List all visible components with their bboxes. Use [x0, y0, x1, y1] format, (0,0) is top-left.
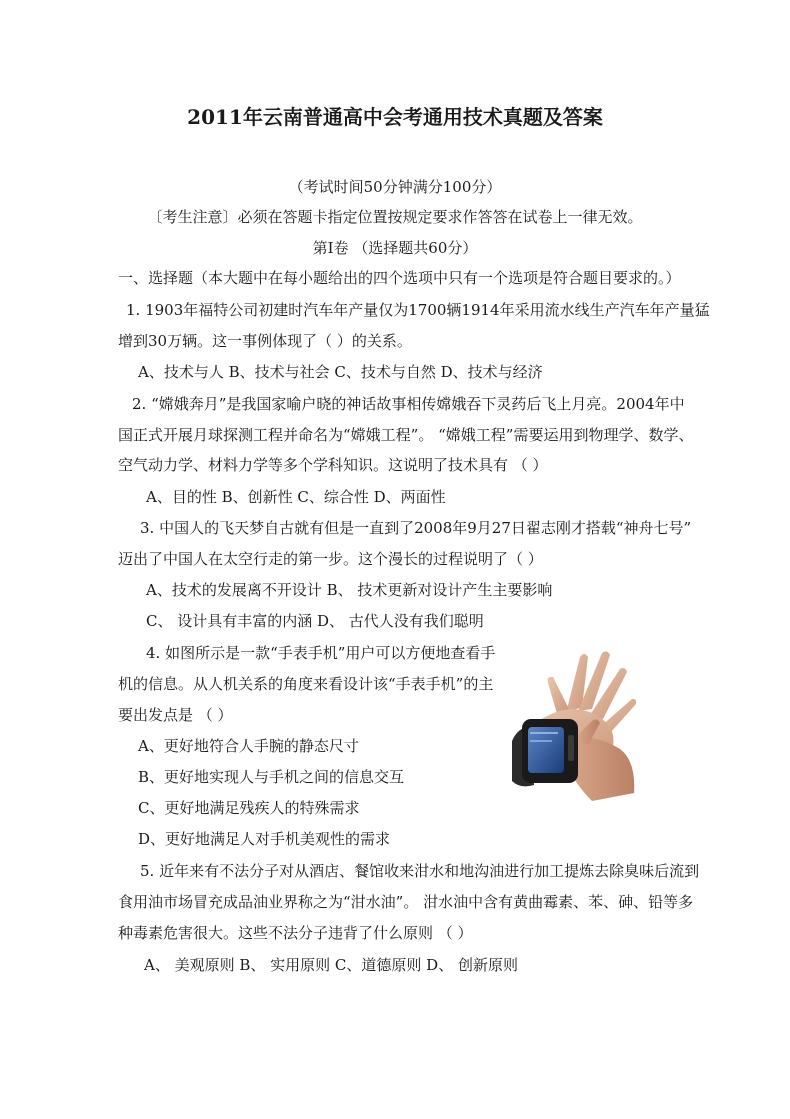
watch-screen: [528, 727, 564, 773]
question-5-line-1: 5. 近年来有不法分子对从酒店、餐馆收来泔水和地沟油进行加工提炼去除臭味后流到: [140, 862, 700, 880]
question-5-options: A、 美观原则 B、 实用原则 C、道德原则 D、 创新原则: [144, 956, 518, 974]
question-3-options-1: A、技术的发展离不开设计 B、 技术更新对设计产生主要影响: [146, 581, 553, 599]
section-heading: 一、选择题（本大题中在每小题给出的四个选项中只有一个选项是符合题目要求的。）: [118, 269, 681, 287]
volume-heading: 第Ⅰ卷 （选择题共60分）: [312, 239, 478, 257]
question-4-option-d: D、更好地满足人对手机美观性的需求: [138, 830, 391, 848]
watch-phone-photo: [508, 643, 638, 801]
question-4-line-3: 要出发点是 （ ）: [118, 706, 233, 724]
question-1-line-1: 1. 1903年福特公司初建时汽车年产量仅为1700辆1914年采用流水线生产汽车年产量猛: [126, 301, 710, 319]
question-4-line-2: 机的信息。从人机关系的角度来看设计该“手表手机”的主: [118, 675, 494, 693]
question-4-option-c: C、更好地满足残疾人的特殊需求: [138, 799, 360, 817]
question-1-line-2: 增到30万辆。这一事例体现了（ ）的关系。: [118, 332, 412, 350]
question-2-options: A、目的性 B、创新性 C、综合性 D、两面性: [146, 488, 446, 506]
exam-notice: 〔考生注意〕必须在答题卡指定位置按规定要求作答答在试卷上一律无效。: [147, 208, 643, 226]
question-2-line-1: 2. “嫦娥奔月”是我国家喻户晓的神话故事相传嫦娥吞下灵药后飞上月亮。2004年中: [132, 395, 685, 413]
document-title: 2011年云南普通高中会考通用技术真题及答案: [187, 105, 603, 129]
question-4-line-1: 4. 如图所示是一款“手表手机”用户可以方便地查看手: [146, 644, 496, 662]
question-1-options: A、技术与人 B、技术与社会 C、技术与自然 D、技术与经济: [138, 363, 543, 381]
question-3-options-2: C、 设计具有丰富的内涵 D、 古代人没有我们聪明: [146, 612, 484, 630]
question-5-line-3: 种毒素危害很大。这些不法分子违背了什么原则 （ ）: [118, 924, 473, 942]
question-3-line-2: 迈出了中国人在太空行走的第一步。这个漫长的过程说明了（ ）: [118, 550, 543, 568]
question-5-line-2: 食用油市场冒充成品油业界称之为“泔水油”。 泔水油中含有黄曲霉素、苯、砷、铅等多: [118, 893, 694, 911]
question-4-option-a: A、更好地符合人手腕的静态尺寸: [138, 737, 359, 755]
question-2-line-2: 国正式开展月球探测工程并命名为“嫦娥工程”。 “嫦娥工程”需要运用到物理学、数学、: [118, 426, 694, 444]
question-3-line-1: 3. 中国人的飞天梦自古就有但是一直到了2008年9月27日翟志刚才搭载“神舟七号”: [140, 519, 692, 537]
exam-info: （考试时间50分钟满分100分）: [288, 178, 502, 196]
question-2-line-3: 空气动力学、材料力学等多个学科知识。这说明了技术具有 （ ）: [118, 456, 548, 474]
question-4-option-b: B、更好地实现人与手机之间的信息交互: [138, 768, 405, 786]
